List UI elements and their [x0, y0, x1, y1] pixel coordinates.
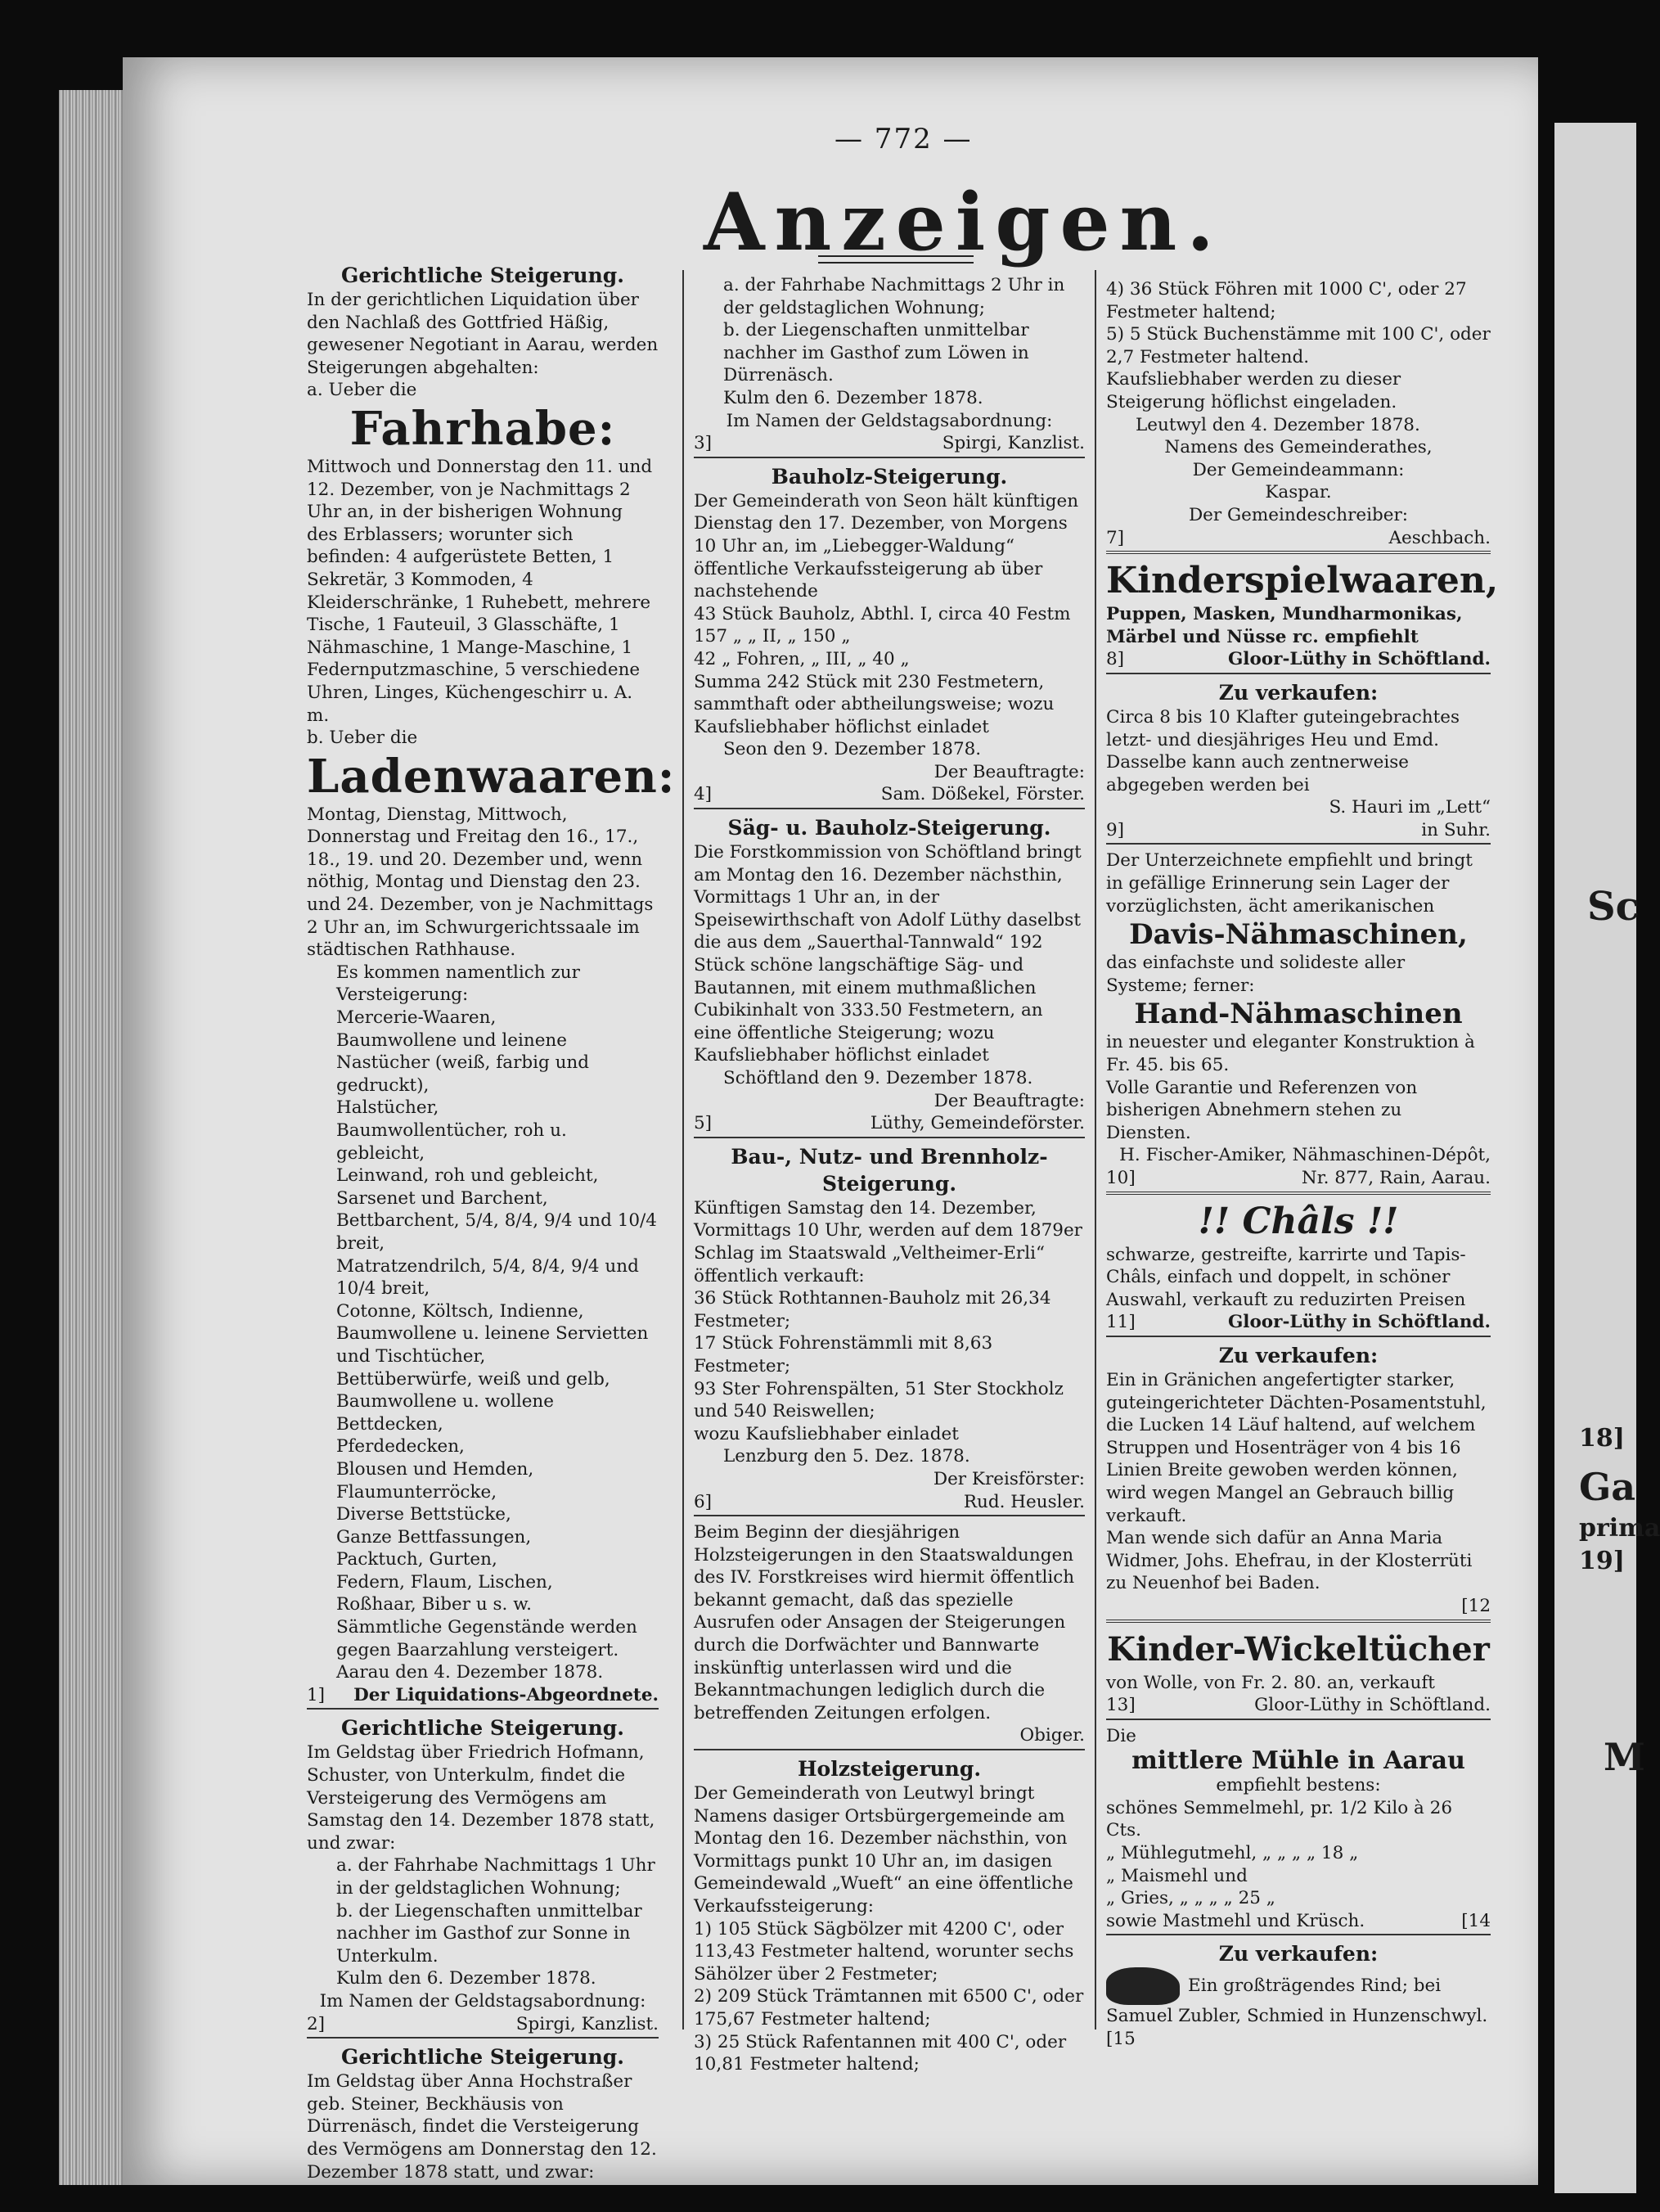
list-item: 36 Stück Rothtannen-Bauholz mit 26,34 Festmeter;: [694, 1288, 1051, 1331]
list-item: Federn, Flaum, Lischen,: [336, 1571, 553, 1593]
ad-text: Beim Beginn der diesjährigen Holzsteigerungen in den Staatswaldungen des IV. Forstkreises wird hiermit öffentlich bekannt gemacht, daß das spezielle Ausrufen oder Ansagen der Steigerungen durch die Dorfwächter und Bannwarte inskünftig unterlassen wird und die Bekanntmachungen lediglich durch die betreffenden Zeitungen erfolgen.: [694, 1522, 1075, 1723]
ad-brennholz-lenzburg: [694, 1143, 1085, 1516]
ad-text: Sämmtliche Gegenstände werden gegen Baarzahlung versteigert.: [336, 1617, 637, 1660]
ad-separator: [694, 1749, 1085, 1750]
ad-heu-emd: [1106, 679, 1491, 845]
ad-signature: Sam. Dößekel, Förster.: [880, 784, 1085, 805]
ad-separator: [1106, 673, 1491, 674]
ad-date: Leutwyl den 4. Dezember 1878.: [1136, 414, 1420, 435]
fragment-text: 18]: [1579, 1424, 1625, 1453]
list-item: 17 Stück Fohrenstämmli mit 8,63 Festmeter;: [694, 1333, 993, 1376]
ad-title: Steigerung.: [821, 1171, 957, 1196]
fragment-text: Ga: [1579, 1465, 1636, 1509]
ad-footer: [694, 432, 1085, 455]
ad-signature: Kaspar.: [1265, 482, 1332, 503]
ad-saeg-bauholz-schoeftland: [694, 814, 1085, 1138]
ad-title: Bau-, Nutz- und Brennholz-: [731, 1144, 1048, 1169]
ad-title: Kinder-Wickeltücher: [1107, 1629, 1490, 1669]
ad-title: Zu verkaufen:: [1218, 680, 1379, 705]
list-item: Packtuch, Gurten,: [336, 1549, 497, 1570]
ad-signature: H. Fischer-Amiker, Nähmaschinen-Dépôt,: [1119, 1145, 1491, 1166]
column-divider-1: [682, 270, 684, 2030]
ad-text: Der Unterzeichnete empfiehlt und bringt in gefällige Erinnerung sein Lager der vorzüglichsten, ächt amerikanischen: [1106, 850, 1473, 917]
ad-text: Mittwoch und Donnerstag den 11. und 12. Dezember, von je Nachmittags 2 Uhr an, in der bisherigen Wohnung des Erblassers; worunter sich befinden: 4 aufgerüstete Betten, 1 Sekretär, 3 Kommoden, 4 Kleiderschränke, 1 Ruhebett, mehrere Tische, 1 Fauteuil, 3 Glasschäfte, 1 Nähmaschine, 1 Mange-Maschine, 1 Federnputzmaschine, 5 verschiedene Uhren, Linges, Küchengeschirr u. A. m.: [307, 456, 653, 726]
ad-signature: S. Hauri im „Lett“: [1329, 797, 1491, 818]
ad-date: Kulm den 6. Dezember 1878.: [723, 387, 983, 408]
adjacent-page-strip: [1554, 123, 1660, 2193]
ad-signature: Aeschbach.: [1388, 527, 1491, 548]
ad-text: b. Ueber die: [307, 728, 418, 749]
price-line: schönes Semmelmehl, pr. 1/2 Kilo à 26 Cts.: [1106, 1797, 1453, 1841]
list-item: Sarsenet und Barchent,: [336, 1187, 548, 1209]
list-item: Mercerie-Waaren,: [336, 1007, 497, 1029]
fragment-text: prima: [1579, 1514, 1660, 1543]
ad-date: Aarau den 4. Dezember 1878.: [336, 1662, 604, 1683]
ad-footer: [307, 1684, 659, 1707]
ad-title: Zu verkaufen:: [1218, 1942, 1379, 1966]
ad-separator: [1106, 551, 1491, 554]
ad-text: Künftigen Samstag den 14. Dezember, Vormittags 10 Uhr, werden auf dem 1879er Schlag im Staatswald „Veltheimer-Erli“ öffentlich verkauft:: [694, 1197, 1082, 1286]
ad-title: Kinderspielwaaren,: [1106, 560, 1499, 602]
ad-footer: [1106, 819, 1491, 842]
ad-separator: [694, 1515, 1085, 1516]
ad-signature: Gloor-Lüthy in Schöftland.: [1227, 1312, 1491, 1333]
ad-title: Holzsteigerung.: [797, 1757, 982, 1782]
ad-title: Säg- u. Bauholz-Steigerung.: [727, 816, 1051, 840]
ad-number: 2]: [307, 2013, 326, 2034]
list-item: Pferdedecken,: [336, 1436, 465, 1457]
list-item: Cotonne, Költsch, Indienne,: [336, 1300, 584, 1322]
ad-wickeltuecher: [1106, 1628, 1491, 1720]
ad-separator: [1106, 1719, 1491, 1720]
ad-number: [15: [1106, 2029, 1136, 2050]
ad-bauholz-seon: [694, 463, 1085, 809]
ad-signature: Im Namen der Geldstagsabordnung:: [319, 1990, 646, 2012]
ad-hofmann-geldstag: [307, 1714, 659, 2039]
ad-signature: Nr. 877, Rain, Aarau.: [1301, 1168, 1491, 1188]
ad-hochstrasser-geldstag: [307, 2043, 659, 2183]
ad-table-line: 157 „ „ II, „ 150 „: [694, 626, 851, 647]
ad-text: Der Gemeinderath von Leutwyl bringt Namens dasiger Ortsbürgergemeinde am Montag den 16. Dezember nächsthin, von Vormittags punkt 10 Uhr an, im dasigen Gemeindewald „Wueft“ an eine öffentliche Verkaufssteigerung:: [694, 1783, 1073, 1917]
ad-number: 5]: [694, 1113, 713, 1134]
list-item: 1) 105 Stück Sägbölzer mit 4200 C', oder 113,43 Festmeter haltend, worunter sechs Sähölzer über 2 Festmeter;: [694, 1918, 1074, 1984]
ad-separator: [1106, 1192, 1491, 1195]
ad-number: 13]: [1106, 1695, 1136, 1716]
ad-signature: Im Namen der Geldstagsabordnung:: [726, 410, 1053, 431]
ad-text: von Wolle, von Fr. 2. 80. an, verkauft: [1106, 1672, 1435, 1693]
ad-number: 10]: [1106, 1168, 1136, 1188]
ad-text: Die: [1106, 1725, 1136, 1746]
ad-text: a. Ueber die: [307, 380, 417, 401]
ad-title: Bauholz-Steigerung.: [771, 464, 1008, 489]
ad-signature: Der Gemeindeschreiber:: [1188, 504, 1409, 525]
ad-table-line: 42 „ Fohren, „ III, „ 40 „: [694, 648, 910, 669]
ad-signature: Gloor-Lüthy in Schöftland.: [1227, 649, 1491, 670]
item-list: [307, 1007, 659, 1616]
ad-signature: Der Kreisförster:: [933, 1468, 1085, 1489]
ad-signature: Lüthy, Gemeindeförster.: [870, 1113, 1085, 1134]
ad-number: [14: [1461, 1910, 1491, 1931]
ad-heading-fahrhabe: Fahrhabe:: [349, 401, 616, 456]
fragment-text: 19]: [1579, 1547, 1625, 1575]
ad-text: In der gerichtlichen Liquidation über den Nachlaß des Gottfried Häßig, gewesener Negotiant in Aarau, werden Steigerungen abgehalten:: [307, 290, 659, 378]
ad-text: Volle Garantie und Referenzen von bisherigen Abnehmern stehen zu Diensten.: [1106, 1077, 1418, 1143]
ad-footer: [694, 1491, 1085, 1514]
ad-footer: [1106, 1910, 1491, 1933]
ad-number: 8]: [1106, 649, 1125, 670]
ad-number: 3]: [694, 433, 713, 454]
ad-number: 9]: [1106, 819, 1125, 840]
ad-date: Lenzburg den 5. Dez. 1878.: [723, 1446, 970, 1467]
list-item: Baumwollene u. wollene Bettdecken,: [336, 1391, 554, 1435]
ad-date: Seon den 9. Dezember 1878.: [723, 739, 982, 760]
column-3: [1106, 278, 1499, 2056]
ad-table-line: Summa 242 Stück mit 230 Festmetern,: [694, 671, 1045, 692]
ad-signature: Gloor-Lüthy in Schöftland.: [1254, 1695, 1491, 1716]
ad-separator: [1106, 843, 1491, 845]
masthead-title: Anzeigen.: [704, 176, 1224, 268]
list-item: Halstücher,: [336, 1097, 439, 1119]
ad-text: Im Geldstag über Friedrich Hofmann, Schuster, von Unterkulm, findet die Versteigerung des Vermögens am Samstag den 14. Dezember 1878 statt, und zwar:: [307, 1742, 655, 1854]
ad-number: 1]: [307, 1684, 326, 1705]
list-item: Ganze Bettfassungen,: [336, 1526, 532, 1547]
ad-naehmaschinen: [1106, 849, 1491, 1194]
ad-text: Der Gemeinderath von Seon hält künftigen Dienstag den 17. Dezember, von Morgens 10 Uhr an, im „Liebegger-Waldung“ öffentliche Verkaufssteigerung ab über nachstehende: [694, 490, 1079, 602]
ad-text: b. der Liegenschaften unmittelbar nachher im Gasthof zur Sonne in Unterkulm.: [336, 1900, 642, 1966]
ad-signature: Spirgi, Kanzlist.: [942, 433, 1085, 454]
ad-heading-davis: Davis-Nähmaschinen,: [1129, 918, 1468, 952]
ad-title: !! Châls !!: [1198, 1200, 1399, 1242]
ad-footer: [1106, 1694, 1491, 1717]
ad-signature: Der Liquidations-Abgeordnete.: [353, 1684, 659, 1705]
ad-kinderspielwaaren: [1106, 559, 1499, 674]
list-item: Roßhaar, Biber u s. w.: [336, 1594, 532, 1615]
list-item: Bettbarchent, 5/4, 8/4, 9/4 und 10/4 breit,: [336, 1210, 657, 1254]
ad-holzsteigerung-leutwyl: [694, 1755, 1085, 2076]
ad-signature: Rud. Heusler.: [963, 1491, 1085, 1512]
ad-table-line: 43 Stück Bauholz, Abthl. I, circa 40 Festm: [694, 603, 1071, 624]
ad-text: a. der Fahrhabe Nachmittags 1 Uhr in der geldstaglichen Wohnung;: [336, 1855, 655, 1899]
ad-text: Ein großträgendes Rind; bei Samuel Zubler, Schmied in Hunzenschwyl.: [1106, 1975, 1488, 2027]
ad-text: Im Geldstag über Anna Hochstraßer geb. Steiner, Beckhäusis von Dürrenäsch, findet die Versteigerung des Vermögens am Donnerstag den 12. Dezember 1878 statt, und zwar:: [307, 2071, 657, 2183]
ad-text: Puppen, Masken, Mundharmonikas, Märbel und Nüsse rc. empfiehlt: [1106, 604, 1463, 647]
ad-footer: [1106, 527, 1491, 550]
list-item: 2) 209 Stück Trämtannen mit 6500 C', oder 175,67 Festmeter haltend;: [694, 1986, 1084, 2030]
ad-text: wozu Kaufsliebhaber einladet: [694, 1423, 959, 1444]
ad-number: 11]: [1106, 1312, 1136, 1333]
ad-separator: [1106, 1934, 1491, 1935]
ad-text: Kaufsliebhaber werden zu dieser Steigerung höflichst eingeladen.: [1106, 369, 1401, 412]
ad-posamentstuhl: [1106, 1342, 1491, 1623]
ad-text: Ein in Gränichen angefertigter starker, guteingerichteter Dächten-Posamentstuhl, die Lucken 14 Läuf haltend, auf welchem Struppen und Hosenträger von 4 bis 16 Linien Breite gewoben werden können, wird wegen Mangel an Gebrauch billig verkauft.: [1106, 1369, 1487, 1526]
ad-footer: [1106, 1311, 1491, 1334]
ad-footer: [307, 2013, 659, 2036]
list-item: Baumwollentücher, roh u. gebleicht,: [336, 1120, 567, 1164]
fragment-text: M: [1604, 1735, 1645, 1779]
ad-title: Gerichtliche Steigerung.: [341, 264, 624, 287]
ad-muehle-aarau: [1106, 1725, 1491, 1936]
masthead-rule: [818, 255, 974, 264]
ad-text: in neuester und eleganter Konstruktion à Fr. 45. bis 65.: [1106, 1032, 1475, 1076]
list-item: Baumwollene und leinene Nastücher (weiß, farbig und gedruckt),: [336, 1029, 590, 1096]
ad-text: Es kommen namentlich zur Versteigerung:: [336, 962, 580, 1006]
ad-footer: [694, 1112, 1085, 1135]
ad-leutwyl-continued: [1106, 278, 1491, 554]
ad-signature: in Suhr.: [1421, 819, 1491, 840]
ad-text: schwarze, gestreifte, karrirte und Tapis-Châls, einfach und doppelt, in schöner Auswahl, verkauft zu reduzirten Preisen: [1106, 1244, 1466, 1310]
price-line: „ Gries, „ „ „ „ 25 „: [1106, 1888, 1275, 1909]
ad-text: das einfachste und solideste aller Systeme; ferner:: [1106, 953, 1406, 996]
list-item: 3) 25 Stück Rafentannen mit 400 C', oder 10,81 Festmeter haltend;: [694, 2031, 1067, 2075]
list-item: Flaumunterröcke,: [336, 1481, 497, 1502]
ad-signature: Spirgi, Kanzlist.: [515, 2013, 659, 2034]
fragment-text: Sc: [1587, 884, 1640, 930]
ad-date: Schöftland den 9. Dezember 1878.: [723, 1068, 1033, 1088]
ad-number: 6]: [694, 1491, 713, 1512]
column-2: [694, 274, 1085, 2081]
ad-separator: [1106, 1620, 1491, 1623]
list-item: 93 Ster Fohrenspälten, 51 Ster Stockholz und 540 Reiswellen;: [694, 1378, 1064, 1422]
ad-separator: [1106, 1336, 1491, 1337]
ad-separator: [694, 808, 1085, 809]
list-item: Leinwand, roh und gebleicht,: [336, 1165, 599, 1187]
ad-text: empfiehlt bestens:: [1216, 1775, 1381, 1796]
ad-separator: [694, 1137, 1085, 1138]
page-number: — 772 —: [834, 123, 973, 155]
ad-signature: Der Beauftragte:: [933, 1090, 1085, 1111]
ad-text: sammthaft oder abtheilungsweise; wozu Kaufsliebhaber höflichst einladet: [694, 694, 1055, 737]
price-line: „ Maismehl und: [1106, 1865, 1248, 1886]
list-item: 5) 5 Stück Buchenstämme mit 100 C', oder 2,7 Festmeter haltend.: [1106, 324, 1491, 367]
ad-signature: Der Gemeindeammann:: [1192, 459, 1405, 480]
ad-heading-hand: Hand-Nähmaschinen: [1134, 998, 1463, 1031]
list-item: Blousen und Hemden,: [336, 1458, 534, 1480]
ad-footer: [694, 783, 1085, 806]
list-item: 4) 36 Stück Föhren mit 1000 C', oder 27 Festmeter haltend;: [1106, 279, 1467, 322]
column-divider-2: [1095, 270, 1096, 2030]
price-line: „ Mühlegutmehl, „ „ „ „ 18 „: [1106, 1843, 1359, 1864]
ad-rind: [1106, 1940, 1491, 2050]
ad-footer: [1106, 1167, 1491, 1190]
ad-number: [12: [1461, 1595, 1491, 1616]
ad-notice-forstkreis: [694, 1521, 1085, 1750]
ad-separator: [307, 2037, 659, 2039]
list-item: Matratzendrilch, 5/4, 8/4, 9/4 und 10/4 breit,: [336, 1255, 639, 1300]
ad-chals: [1106, 1200, 1491, 1337]
ad-text: Circa 8 bis 10 Klafter guteingebrachtes letzt- und diesjähriges Heu und Emd. Dasselbe kann auch zentnerweise abgegeben werden bei: [1106, 706, 1460, 795]
list-item: Bettüberwürfe, weiß und gelb,: [336, 1368, 610, 1390]
ad-hochstrasser-continued: [694, 274, 1085, 458]
ad-title: Gerichtliche Steigerung.: [341, 2045, 624, 2070]
ad-separator: [307, 1708, 659, 1710]
list-item: Diverse Bettstücke,: [336, 1504, 511, 1525]
ad-text: Man wende sich dafür an Anna Maria Widmer, Johs. Ehefrau, in der Klosterrüti zu Neuenhof bei Baden.: [1106, 1528, 1473, 1594]
ad-signature: Namens des Gemeinderathes,: [1164, 437, 1433, 458]
ad-text: Montag, Dienstag, Mittwoch, Donnerstag und Freitag den 16., 17., 18., 19. und 20. Dezember und, wenn nöthig, Montag und Dienstag den 23. und 24. Dezember, von je Nachmittags 2 Uhr an, im Schwurgerichtssaale im städtischen Rathhause.: [307, 804, 654, 961]
ad-title: mittlere Mühle in Aarau: [1131, 1746, 1465, 1776]
ad-text: a. der Fahrhabe Nachmittags 2 Uhr in der geldstaglichen Wohnung;: [723, 275, 1065, 318]
ad-date: Kulm den 6. Dezember 1878.: [336, 1968, 596, 1989]
ad-number: 4]: [694, 784, 713, 805]
ad-haessig-liquidation: [307, 262, 676, 1710]
ad-number: 7]: [1106, 527, 1125, 548]
ad-title: Zu verkaufen:: [1218, 1343, 1379, 1367]
ad-signature: Obiger.: [1019, 1725, 1085, 1746]
ad-title: Gerichtliche Steigerung.: [341, 1716, 624, 1741]
list-item: Baumwollene u. leinene Servietten und Tischtücher,: [336, 1323, 649, 1367]
ad-heading-ladenwaaren: Ladenwaaren:: [307, 749, 676, 804]
ad-signature: Der Beauftragte:: [933, 761, 1085, 782]
price-line: sowie Mastmehl und Krüsch.: [1106, 1910, 1365, 1931]
column-1: [307, 262, 676, 2188]
ad-text: b. der Liegenschaften unmittelbar nachher im Gasthof zum Löwen in Dürrenäsch.: [723, 320, 1029, 386]
ad-text: Die Forstkommission von Schöftland bringt am Montag den 16. Dezember nächsthin, Vormittags 1 Uhr an, in der Speisewirthschaft von Adolf Lüthy daselbst die aus dem „Sauerthal-Tannwald“ 192 Stück schöne langschäftige Säg- und Bautannen, mit einem muthmaßlichen Cubikinhalt von 333.50 Festmetern, an eine öffentliche Steigerung; wozu Kaufsliebhaber höflichst einladet: [694, 842, 1082, 1066]
ad-footer: [1106, 648, 1491, 671]
ad-separator: [694, 457, 1085, 458]
cow-icon: [1106, 1967, 1180, 2005]
